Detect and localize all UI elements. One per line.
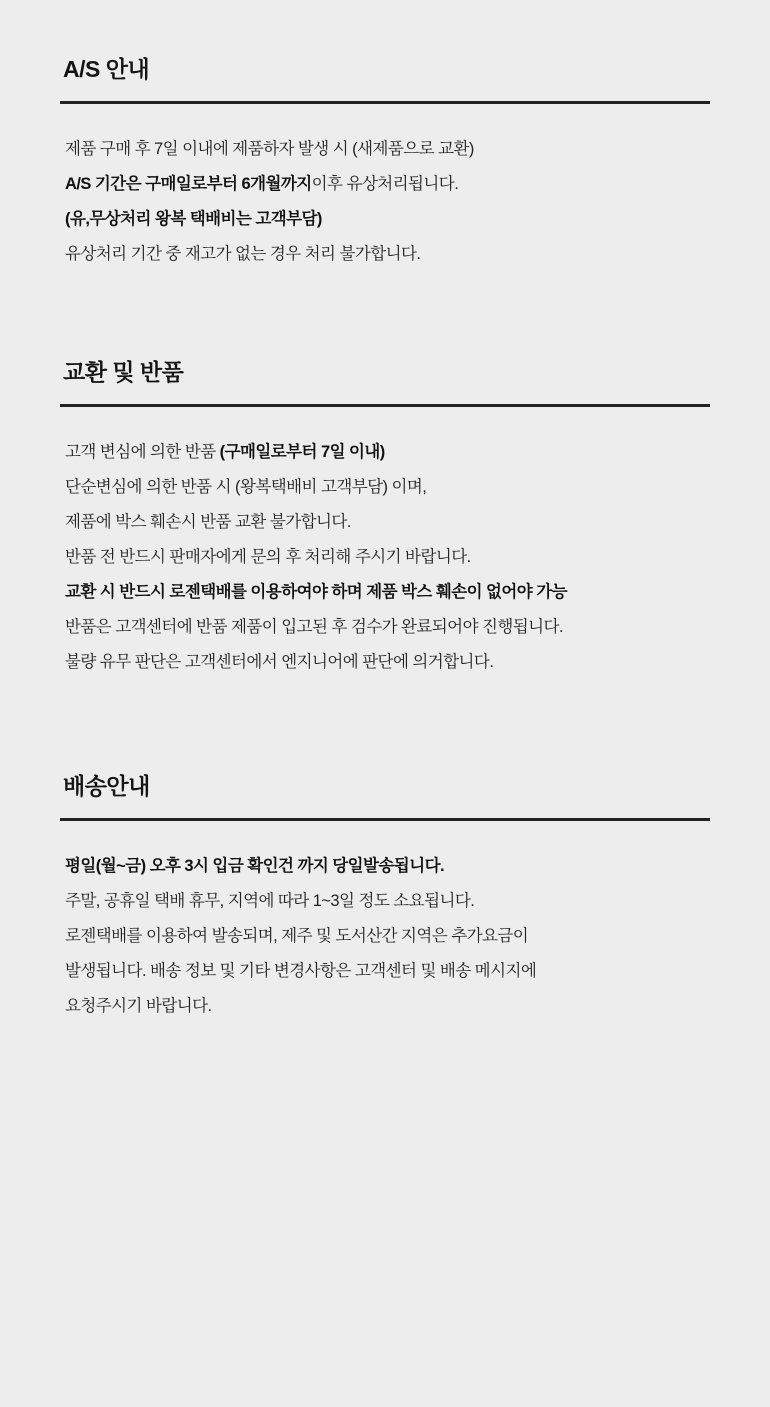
section-as-guide: [60, 55, 710, 272]
section-divider: [60, 404, 710, 407]
section-divider: [60, 818, 710, 821]
section-heading-delivery-guide: 배송안내: [63, 772, 150, 799]
section-exchange-return: [60, 358, 710, 680]
as-guide-text-block: [60, 132, 710, 272]
section-divider: [60, 101, 710, 104]
policy-line: 교환 시 반드시 로젠택배를 이용하여야 하며 제품 박스 훼손이 없어야 가능: [65, 582, 568, 601]
policy-line-normal-part: 이후 유상처리됩니다.: [311, 174, 459, 193]
policy-line-normal-part: 고객 변심에 의한 반품: [65, 442, 220, 461]
policy-line: 반품은 고객센터에 반품 제품이 입고된 후 검수가 완료되어야 진행됩니다.: [65, 617, 563, 636]
section-spacer: [60, 324, 710, 358]
policy-line-bold-part: (구매일로부터 7일 이내): [219, 442, 385, 461]
policy-line: 평일(월~금) 오후 3시 입금 확인건 까지 당일발송됩니다.: [65, 856, 445, 875]
section-spacer: [60, 732, 710, 772]
policy-line: 불량 유무 판단은 고객센터에서 엔지니어에 판단에 의거합니다.: [65, 652, 494, 671]
policy-line: 유상처리 기간 중 재고가 없는 경우 처리 불가합니다.: [65, 244, 421, 263]
policy-line: 단순변심에 의한 반품 시 (왕복택배비 고객부담) 이며,: [65, 477, 427, 496]
page-bottom-space: [60, 1076, 710, 1376]
delivery-guide-text-block: [60, 849, 710, 1024]
policy-line: 주말, 공휴일 택배 휴무, 지역에 따라 1~3일 정도 소요됩니다.: [65, 891, 475, 910]
policy-line: 요청주시기 바랍니다.: [65, 996, 212, 1015]
policy-line: [65, 435, 710, 470]
policy-line: 발생됩니다. 배송 정보 및 기타 변경사항은 고객센터 및 배송 메시지에: [65, 961, 537, 980]
policy-line: 제품에 박스 훼손시 반품 교환 불가합니다.: [65, 512, 351, 531]
policy-line: 제품 구매 후 7일 이내에 제품하자 발생 시 (새제품으로 교환): [65, 139, 474, 158]
policy-line: (유,무상처리 왕복 택배비는 고객부담): [65, 209, 322, 228]
exchange-return-text-block: [60, 435, 710, 680]
policy-line-bold-part: A/S 기간은 구매일로부터 6개월까지: [65, 174, 312, 193]
section-heading-exchange-return: 교환 및 반품: [63, 358, 184, 385]
policy-line: 로젠택배를 이용하여 발송되며, 제주 및 도서산간 지역은 추가요금이: [65, 926, 529, 945]
section-heading-as-guide: A/S 안내: [63, 56, 150, 82]
policy-line: 반품 전 반드시 판매자에게 문의 후 처리해 주시기 바랍니다.: [65, 547, 471, 566]
policy-line: [65, 167, 710, 202]
section-delivery-guide: [60, 772, 710, 1024]
